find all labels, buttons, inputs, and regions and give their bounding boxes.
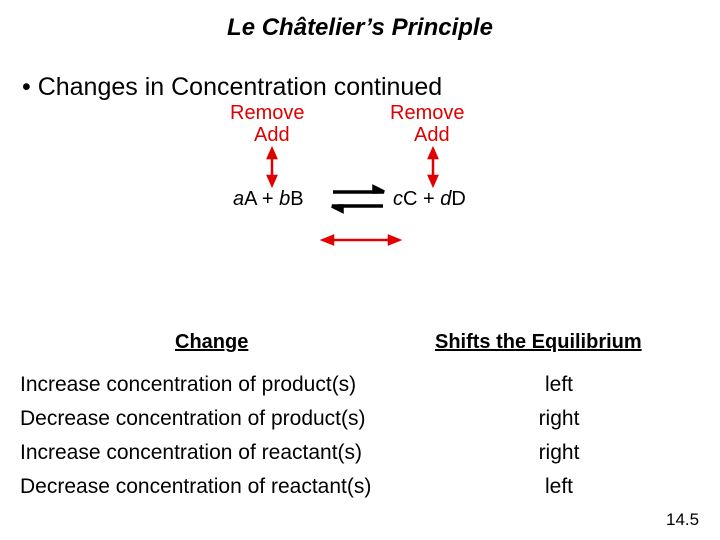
change-header: Change xyxy=(175,331,249,353)
change-row: Decrease concentration of product(s) xyxy=(20,407,366,430)
change-row: Decrease concentration of reactant(s) xyxy=(20,475,372,498)
change-row: Increase concentration of reactant(s) xyxy=(20,441,363,464)
shift-value: left xyxy=(544,373,573,396)
bullet-text: • Changes in Concentration continued xyxy=(22,73,443,101)
product-remove-label: Remove xyxy=(390,102,465,124)
product-add-label: Add xyxy=(414,124,450,146)
coef-c: c xyxy=(393,188,403,210)
coef-a: a xyxy=(233,188,245,210)
shift-value: left xyxy=(544,475,573,498)
shift-value: right xyxy=(538,441,580,464)
species-a: A + xyxy=(244,188,280,210)
species-b: B xyxy=(290,188,304,210)
equilibrium-arrow xyxy=(332,187,384,211)
shift-header: Shifts the Equilibrium xyxy=(435,331,642,353)
species-c: C + xyxy=(403,188,441,210)
reactant-add-label: Add xyxy=(254,124,290,146)
page-number: 14.5 xyxy=(666,510,700,529)
species-d: D xyxy=(451,188,466,210)
slide-title: Le Châtelier’s Principle xyxy=(227,14,493,41)
change-row: Increase concentration of product(s) xyxy=(20,373,357,396)
coef-d: d xyxy=(440,188,452,210)
shift-value: right xyxy=(538,407,580,430)
coef-b: b xyxy=(279,188,291,210)
reactant-remove-label: Remove xyxy=(230,102,305,124)
